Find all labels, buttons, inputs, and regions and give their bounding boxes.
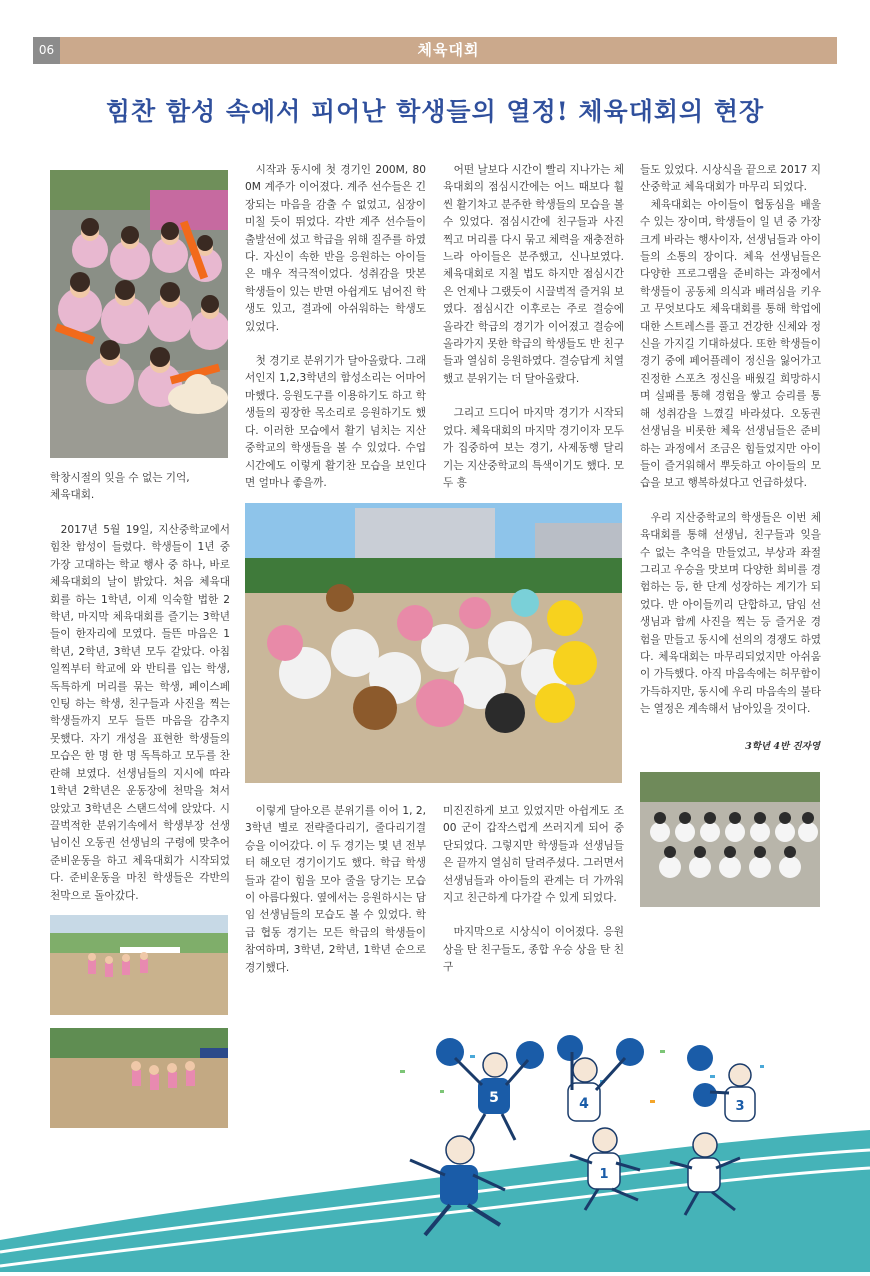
jersey-number: 5 [489,1090,499,1106]
caption-line: 학창시절의 잊을 수 없는 기억, [50,472,190,484]
article-column-3-bottom [443,803,624,977]
paragraph: 첫 경기로 분위기가 달아올랐다. 그래서인지 1,2,3학년의 함성소리는 어마어마했다. 응원도구를 이용하기도 하고 학생들의 굉장한 목소리로 응원하기도 했다. 이러한 모습에서 활기 넘치는 지산중학교의 학생들을 볼 수 있었다. 수업시간에도 이렇게 활기찬 모습을 보인다면 얼마나 좋을까. [245,355,426,489]
page-number: 06 [33,37,60,64]
headline: 힘찬 함성 속에서 피어난 학생들의 열정! 체육대회의 현장 [105,97,765,126]
article-column-4 [640,162,821,719]
paragraph: 체육대회는 아이들이 협동심을 배울 수 있는 장이며, 학생들이 일 년 중 가장 크게 바라는 행사이자, 선생님들과 아이들의 소통의 장이다. 체육 선생님들은 다양한 프로그램을 준비하는 과정에서 학생들이 공동체 의식과 배려심을 키우고 무엇보다도 체육대회를 통해 학업에 대한 스트레스를 풀고 건강한 신체와 정신을 가지길 기대하셨다. 또한 학생들이 경기 중에 페어플레이 정신을 잃어가고 진정한 스포츠 정신을 배웠길 희망하시며 실패를 통해 경험을 쌓고 승리를 통해 성취감을 느꼈길 바라셨다. 오동권 선생님을 비롯한 체육 선생님들은 준비하는 과정에서 조금은 힘들었지만 아이들이 즐거워해서 뿌듯하고 아이들의 모습을 보고 행복하셨다고 언급하셨다. [640,198,821,490]
photo-cheering-students [50,170,228,458]
jersey-number: 1 [599,1167,609,1182]
photo-costume-group [245,503,622,783]
caption-line: 체육대회. [50,489,95,502]
paragraph: 2017년 5월 19일, 지산중학교에서 힘찬 함성이 들렸다. 학생들이 1년 중 가장 고대하는 학교 행사 중 하나, 바로 체육대회의 날이 밝았다. 처음 체육대회를 하는 1학년, 이제 익숙할 법한 2학년, 마지막 체육대회를 즐기는 3학년들이 한자리에 모였다. 들뜬 마음은 1학년, 2학년, 3학년 모두 같았다. 아침 일찍부터 학교에 와 반티를 입는 학생, 독특하게 머리를 묶는 학생, 페이스페인팅 하는 학생, 친구들과 사진을 찍는 학생들까지 모두 들뜬 마음을 감추지 못했다. 자기 개성을 표현한 학생들의 모습은 한 명 한 명 독특하고 모두를 찬란해 보였다. 선생님들의 지시에 따라 1학년 2학년은 운동장에 천막을 쳐서 앉았고 3학년은 스탠드석에 앉았다. 시끌벅적한 분위기속에서 학생부장 선생님이신 오동권 선생님의 구령에 맞추어 준비운동을 하고 체육대회가 시작되었다. 준비운동을 마친 학생들은 각반의 천막으로 돌아갔다. [50,524,230,902]
figure-cheerleader-5 [455,1053,528,1140]
paragraph: 어떤 날보다 시간이 빨리 지나가는 체육대회의 점심시간에는 어느 때보다 훨씬 활기차고 분주한 학생들의 모습을 볼 수 있었다. 점심시간에 친구들과 사진 찍고 머리를 다시 묶고 체력을 재충전하느라 아이들은 분주했고, 신나보였다. 체육대회로 지칠 법도 하지만 점심시간은 언제나 그랬듯이 시끌벅적 즐거워 보였다. 점심시간 이후로는 주로 결승에 올라간 학급의 경기가 이어졌고 결승에 올라가지 못한 학급의 학생들도 반 친구들과 열심히 응원하였다. 결승답게 치열했고 분위기는 더 달아올랐다. [443,164,624,385]
illustration-runners [0,1030,870,1272]
paragraph: 시작과 동시에 첫 경기인 200M, 800M 계주가 이어졌다. 계주 선수들은 긴장되는 마음을 감출 수 없었고, 심장이 미칠 듯이 뛰었다. 각반 계주 선수들이 출발선에 섰고 학급을 위해 질주를 하였다. 자신이 속한 반을 응원하는 아이들은 매우 적극적이었다. 성취감을 맛본 학생들이 있는 반면 아쉽게도 넘어진 학생도 있고, 결과에 아쉬워하는 학생도 있었다. [245,164,426,333]
paragraph: 미진진하게 보고 있었지만 아쉽게도 조00 군이 갑작스럽게 쓰러지게 되어 중단되었다. 그렇지만 학생들과 선생님들은 끝까지 열심히 달려주셨다. 그러면서 선생님들과 아이들의 관계는 더 가까워지고 친근하게 다가갈 수 있게 되었다. [443,805,624,905]
figure-cheerleader-3 [710,1064,755,1121]
article-column-3-top [443,162,624,492]
paragraph: 마지막으로 시상식이 이어졌다. 응원상을 탄 친구들도, 종합 우승 상을 탄 친구 [443,926,624,974]
byline: 3학년 4반 진자영 [745,741,820,752]
paragraph: 그리고 드디어 마지막 경기가 시작되었다. 체육대회의 마지막 경기이자 모두가 집중하여 보는 경기, 사제동행 달리기는 지산중학교의 특색이기도 했다. 모두 흥 [443,407,624,489]
photo-class-group [640,772,820,907]
article-column-2-bottom [245,803,426,977]
photo-relay-race-1 [50,915,228,1015]
figure-cheerleader-4 [568,1052,625,1121]
article-column-2-top [245,162,426,492]
paragraph: 들도 있었다. 시상식을 끝으로 2017 지산중학교 체육대회가 마무리 되었다. [640,164,821,194]
article-column-1 [50,522,230,905]
photo-caption [50,470,230,505]
jersey-number: 3 [735,1099,745,1114]
jersey-number: 4 [579,1096,589,1112]
paragraph: 이렇게 달아오른 분위기를 이어 1, 2, 3학년 별로 전략줄다리기, 줄다리기결승을 이어갔다. 이 두 경기는 몇 년 전부터 해오던 경기이기도 했다. 학급 학생들과 같이 힘을 모아 줄을 당기는 모습이 아름다웠다. 옆에서는 응원하시는 담임 선생님들의 모습도 볼 수 있었다. 학급 협동 경기는 모든 학급의 학생들이 참여하며, 3학년, 2학년, 1학년 순으로 경기했다. [245,805,426,974]
section-title: 체육대회 [417,41,480,59]
paragraph: 우리 지산중학교의 학생들은 이번 체육대회를 통해 선생님, 친구들과 잊을 수 없는 추억을 만들었고, 부상과 좌절 그리고 우승을 맛보며 다양한 희비를 경험하는 등, 한 단계 성장하는 계기가 되었다. 반 아이들끼리 단합하고, 담임 선생님과 함께 사진을 찍는 등 즐거운 경험을 만들고 동시에 선의의 경쟁도 하였다. 체육대회는 마무리되었지만 아쉬움이 가득했다. 아직 마음속에는 허무함이 가득하지만, 동시에 우리 마음속의 불타는 열정은 계속해서 남아있을 것이다. [640,511,821,716]
